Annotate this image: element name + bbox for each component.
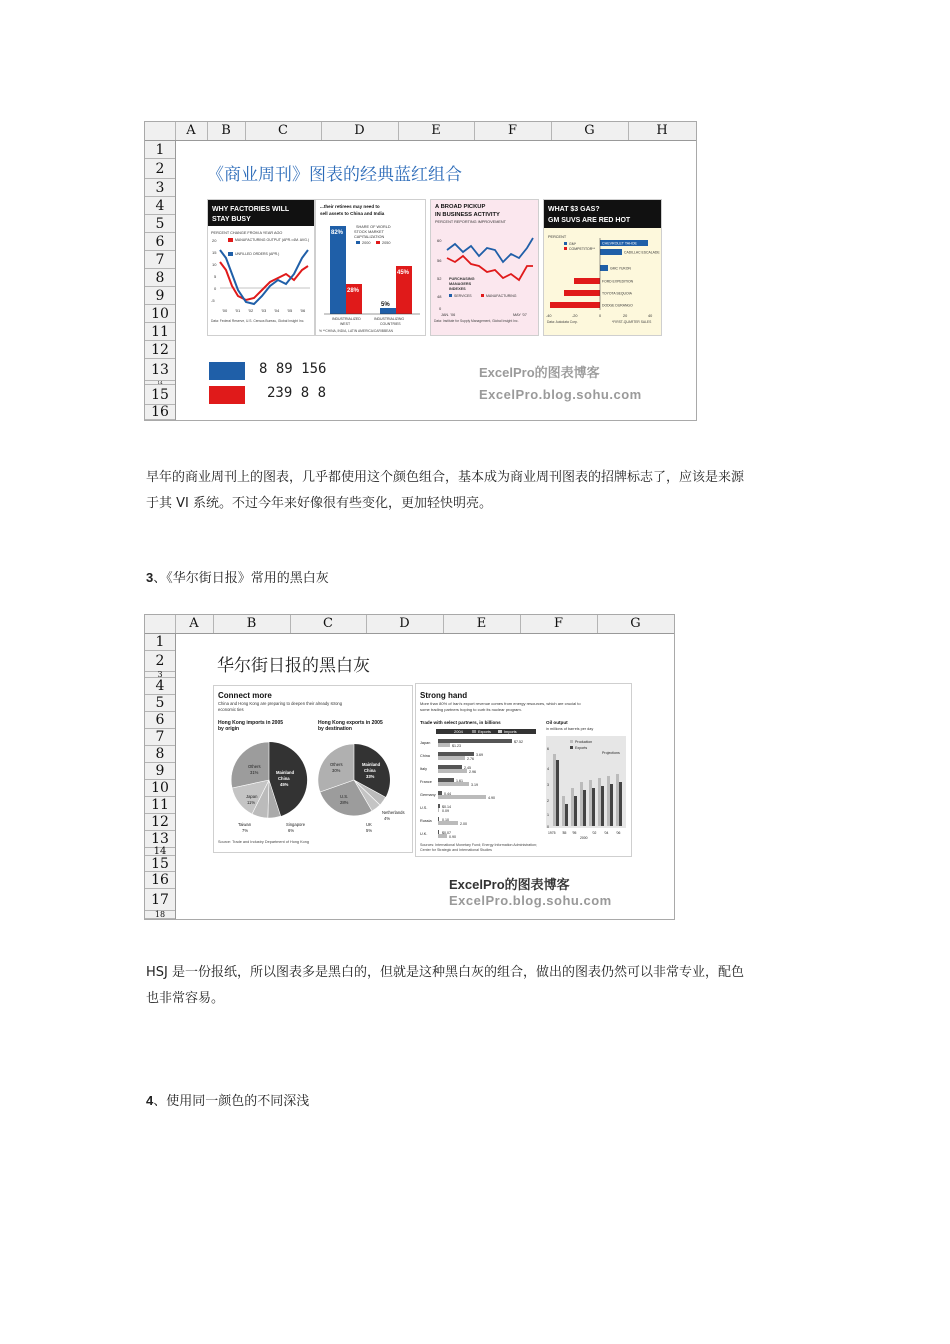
row-header[interactable]: 14 [145, 848, 175, 856]
row-header[interactable]: 10 [145, 305, 175, 323]
column-header[interactable]: B [213, 615, 291, 633]
x-tick: '85 [562, 831, 567, 835]
svg-text:Netherlands: Netherlands [382, 810, 405, 815]
country-label: France [420, 780, 432, 784]
svg-text:CAPITALIZATION: CAPITALIZATION [354, 235, 385, 239]
chart-subtitle: PERCENT CHANGE FROM A YEAR AGO [211, 231, 283, 235]
row-header[interactable]: 4 [145, 197, 175, 215]
row-header[interactable]: 7 [145, 729, 175, 746]
year-label: 2004 [454, 729, 463, 734]
column-header[interactable]: B [207, 122, 246, 140]
row-header[interactable]: 12 [145, 341, 175, 359]
svg-text:A BROAD PICKUP: A BROAD PICKUP [435, 204, 486, 210]
blue-rgb-text: 8 89 156 [259, 361, 327, 377]
bar-value: 5% [381, 302, 390, 308]
paragraph-businessweek [146, 465, 826, 517]
svg-text:Japan: Japan [246, 794, 258, 799]
x-tick: 2000 [580, 836, 588, 840]
bar-value: $0.14 [442, 805, 451, 809]
svg-text:by origin: by origin [218, 726, 240, 732]
y-tick: 15 [212, 250, 217, 255]
bar-value: 0.10 [442, 818, 449, 822]
y-tick: 0 [214, 286, 217, 291]
x-tick: 20 [623, 314, 628, 318]
legend-text: 2050 [382, 241, 391, 245]
row-header[interactable]: 10 [145, 780, 175, 797]
svg-text:MANAGERS: MANAGERS [449, 282, 472, 286]
section-heading-4 [146, 1090, 309, 1109]
svg-text:GM SUVS ARE RED HOT: GM SUVS ARE RED HOT [548, 217, 631, 224]
projections-label: Projections [602, 751, 620, 755]
legend-text: MANUFACTURING [486, 294, 517, 298]
column-header[interactable]: G [630, 616, 641, 631]
red-swatch [209, 386, 245, 404]
svg-text:Mainland: Mainland [276, 770, 295, 775]
x-tick: -40 [546, 314, 552, 318]
column-header[interactable]: H [656, 123, 668, 138]
row-header[interactable]: 2 [145, 651, 175, 672]
svg-text:Hong Kong exports in 2005: Hong Kong exports in 2005 [318, 720, 383, 726]
column-header[interactable]: A [175, 615, 214, 633]
chart-title: Connect more [218, 691, 272, 700]
svg-text:COUNTRIES: COUNTRIES [380, 322, 401, 326]
country-label: U.S. [420, 806, 428, 810]
svg-text:5%: 5% [366, 828, 373, 833]
retirees-chart-graphic [316, 200, 425, 335]
y-tick: 20 [212, 238, 217, 243]
svg-text:WHAT $3 GAS?: WHAT $3 GAS? [548, 206, 600, 213]
row-header[interactable]: 5 [145, 695, 175, 712]
row-header-bar [145, 141, 176, 420]
row-header[interactable]: 13 [145, 359, 175, 381]
x-tick: 0 [599, 314, 602, 318]
x-tick: '05 [287, 308, 293, 313]
wsj-chart-connect-more [213, 685, 413, 853]
businessweek-chart-factories [207, 199, 315, 336]
bar-label: GMC YUKON [610, 266, 631, 271]
paragraph-wsj [146, 960, 826, 1012]
svg-text:China and Hong Kong are prepar: China and Hong Kong are preparing to deepen their already strong [218, 701, 343, 706]
spreadsheet-2 [144, 614, 675, 920]
country-label: Italy [420, 767, 427, 771]
paragraph-line: 早年的商业周刊上的图表，几乎都使用这个颜色组合，基本成为商业周刊图表的招牌标志了，应该是来源 [146, 470, 745, 485]
legend-text: Exports [478, 730, 491, 734]
x-tick: '06 [300, 308, 306, 313]
svg-text:Others: Others [330, 762, 343, 767]
svg-text:Center for Strategic and Inter: Center for Strategic and International Studies [420, 848, 492, 852]
y-tick: 5 [214, 274, 217, 279]
row-header[interactable]: 7 [145, 251, 175, 269]
column-header[interactable]: A [175, 122, 208, 140]
bar-value: 82% [331, 230, 344, 236]
column-header-bar [145, 122, 696, 141]
svg-text:Singapore: Singapore [286, 822, 306, 827]
svg-text:INDEXES: INDEXES [449, 287, 466, 291]
column-header[interactable]: D [366, 615, 444, 633]
y-tick: 60 [437, 238, 442, 243]
row-header[interactable]: 12 [145, 814, 175, 831]
legend-text: 2000 [362, 241, 371, 245]
column-header[interactable]: F [474, 122, 552, 140]
column-header[interactable]: C [245, 122, 322, 140]
svg-text:4%: 4% [384, 816, 391, 821]
x-tick: '02 [248, 308, 254, 313]
country-label: Japan [420, 741, 431, 745]
businessweek-chart-retirees [315, 199, 426, 336]
spreadsheet-1 [144, 121, 697, 421]
section-heading-3 [146, 567, 329, 586]
oil-title: Oil output [546, 720, 568, 725]
bar-value: 0.44 [444, 792, 451, 796]
column-header[interactable]: E [398, 122, 475, 140]
svg-text:IN BUSINESS ACTIVITY: IN BUSINESS ACTIVITY [435, 212, 500, 218]
svg-text:U.S.: U.S. [340, 794, 349, 799]
chart-title-line: STAY BUSY [212, 216, 251, 223]
row-header[interactable]: 16 [145, 872, 175, 889]
svg-text:Taiwan: Taiwan [238, 822, 252, 827]
svg-text:INDUSTRIALIZING: INDUSTRIALIZING [374, 317, 405, 321]
legend-text: COMPETITOR** [569, 247, 595, 251]
svg-text:More than 80% of Iran's export: More than 80% of Iran's export revenue comes from energy resources, which are crucial to [420, 701, 581, 706]
column-header-bar [145, 615, 674, 634]
sheet-title: 《商业周刊》图表的经典蓝红组合 [207, 165, 462, 185]
section-number: 3 [146, 570, 154, 585]
row-header[interactable]: 2 [145, 159, 175, 179]
svg-text:30%: 30% [332, 768, 341, 773]
chart-source: Source: Trade and Industry Department of Hong Kong [218, 840, 309, 844]
y-tick: 2 [547, 799, 549, 803]
svg-text:China: China [278, 776, 290, 781]
svg-text:by destination: by destination [318, 726, 352, 732]
legend-text: UNFILLED ORDERS (APR.) [235, 252, 280, 256]
chart-title: Strong hand [420, 691, 468, 700]
y-tick: 56 [437, 258, 442, 263]
x-tick: MAY '07 [513, 313, 527, 317]
legend-text: Imports [504, 730, 517, 734]
column-header[interactable]: D [321, 122, 399, 140]
x-tick: '01 [235, 308, 241, 313]
row-header[interactable]: 14 [145, 381, 175, 385]
suvs-chart-graphic [544, 200, 661, 335]
bar-value: 28% [347, 288, 360, 294]
column-header[interactable]: C [290, 615, 367, 633]
country-label: Russia [420, 819, 432, 823]
x-tick: '04 [604, 831, 609, 835]
x-tick: -20 [572, 314, 578, 318]
x-tick: JAN. '06 [441, 313, 456, 317]
chart-source: Data: Autodata Corp. [547, 320, 578, 324]
bar-value: 0.90 [449, 835, 456, 839]
chart-subtitle: PERCENT [548, 235, 567, 239]
row-header[interactable]: 16 [145, 405, 175, 420]
strong-hand-graphic [416, 684, 631, 856]
svg-text:economic ties: economic ties [218, 707, 244, 712]
watermark-blog-name: ExcelPro的图表博客 [479, 365, 600, 380]
watermark-blog-name: ExcelPro的图表博客 [449, 877, 570, 892]
bar-value: 1.61 [456, 779, 463, 783]
bar-value: 3.19 [471, 783, 478, 787]
y-tick: 0 [439, 306, 442, 311]
section-heading-text: 、使用同一颜色的不同深浅 [153, 1094, 310, 1109]
svg-text:Sources: International Monetar: Sources: International Monetary Fund; Energy Information Administration; [420, 843, 538, 847]
chart-source: % **CHINA, INDIA, LATIN AMERICA/CARIBBEAN [319, 329, 393, 333]
bar-value: 2.96 [469, 770, 476, 774]
row-header-bar [145, 634, 176, 919]
svg-text:WEST: WEST [340, 322, 351, 326]
row-header[interactable]: 3 [145, 672, 175, 678]
row-header[interactable]: 13 [145, 831, 175, 848]
svg-text:33%: 33% [366, 774, 375, 779]
section-heading-text: 、《华尔街日报》常用的黑白灰 [153, 571, 329, 586]
y-tick: 4 [547, 767, 549, 771]
paragraph-line: 于其 VI 系统。不过今年来好像很有些变化，更加轻快明亮。 [146, 496, 492, 511]
bar-value: 0.09 [442, 809, 449, 813]
section-number: 4 [146, 1093, 154, 1108]
column-header[interactable]: G [551, 122, 629, 140]
y-tick: -5 [211, 298, 215, 303]
row-header[interactable]: 15 [145, 856, 175, 872]
svg-text:UK: UK [366, 822, 372, 827]
connect-more-graphic [214, 686, 412, 852]
country-label: U.K. [420, 832, 428, 836]
bar-label: TOYOTA SEQUOIA [602, 291, 632, 296]
factories-chart-graphic [208, 200, 314, 335]
row-header[interactable]: 1 [145, 141, 175, 159]
businessweek-chart-pickup [430, 199, 539, 336]
row-header[interactable]: 4 [145, 678, 175, 695]
svg-text:45%: 45% [280, 782, 289, 787]
svg-text:Mainland: Mainland [362, 762, 381, 767]
bar-value: 2.76 [467, 757, 474, 761]
x-tick: '02 [592, 831, 597, 835]
chart-title-line: WHY FACTORIES WILL [212, 206, 290, 213]
column-header[interactable]: E [443, 615, 521, 633]
x-tick: '03 [261, 308, 267, 313]
svg-text:31%: 31% [250, 770, 259, 775]
y-tick: 10 [212, 262, 217, 267]
chart-note: *FIRST-QUARTER SALES [612, 320, 652, 324]
bar-value: 2.45 [464, 766, 471, 770]
row-header[interactable]: 8 [145, 746, 175, 763]
legend-text: SERVICES [454, 294, 472, 298]
svg-text:China: China [364, 768, 376, 773]
row-header[interactable]: 9 [145, 287, 175, 305]
row-header[interactable]: 11 [145, 797, 175, 814]
red-rgb-text: 239 8 8 [267, 385, 327, 401]
row-header[interactable]: 9 [145, 763, 175, 780]
watermark-blog-url: ExcelPro.blog.sohu.com [449, 893, 612, 908]
svg-text:INDUSTRIALIZED: INDUSTRIALIZED [332, 317, 361, 321]
x-tick: 1975 [548, 831, 556, 835]
bar-value: $7.52 [514, 740, 523, 744]
svg-text:PURCHASING: PURCHASING [449, 277, 475, 281]
legend-text: GM* [569, 242, 576, 246]
x-tick: '95 [572, 831, 577, 835]
bar-value: 45% [397, 270, 410, 276]
bar-label: CHEVROLET TAHOE [602, 241, 637, 246]
bar-label: DODGE DURANGO [602, 303, 633, 308]
row-header[interactable]: 6 [145, 712, 175, 729]
bar-label: FORD EXPEDITION [602, 279, 634, 284]
x-tick: '06 [616, 831, 621, 835]
row-header[interactable]: 18 [145, 911, 175, 919]
pickup-chart-graphic [431, 200, 538, 335]
svg-text:Others: Others [248, 764, 261, 769]
svg-text:6%: 6% [288, 828, 295, 833]
row-header[interactable]: 17 [145, 889, 175, 911]
y-tick: 1 [547, 813, 549, 817]
svg-text:7%: 7% [242, 828, 249, 833]
chart-subtitle: SHARE OF WORLD [356, 225, 391, 229]
sheet-title: 华尔街日报的黑白灰 [217, 656, 370, 676]
bar-value: $1.23 [452, 744, 461, 748]
x-tick: '00 [222, 308, 228, 313]
row-header[interactable]: 8 [145, 269, 175, 287]
svg-text:STOCK MARKET: STOCK MARKET [354, 230, 384, 234]
svg-text:Trade with select partners, in: Trade with select partners, in billions [420, 720, 501, 725]
chart-source: Data: Federal Reserve, U.S. Census Bureau, Global Insight Inc. [211, 319, 305, 323]
bar-value: 4.90 [488, 796, 495, 800]
chart-title-line: sell assets to China and India [320, 211, 385, 216]
svg-text:some trading partners hoping t: some trading partners hoping to curb its nuclear program. [420, 707, 522, 712]
country-label: China [420, 754, 430, 758]
bar-value: 2.00 [460, 822, 467, 826]
bar-label: CADILLAC ESCALADE [624, 250, 660, 255]
watermark-blog-url: ExcelPro.blog.sohu.com [479, 387, 642, 402]
chart-source: Data: Institute for Supply Management, Global Insight Inc. [434, 319, 519, 323]
legend-text: Exports [575, 746, 588, 750]
paragraph-line: HSJ 是一份报纸，所以图表多是黑白的，但就是这种黑白灰的组合，做出的图表仍然可以非常专业，配色 [146, 965, 744, 980]
country-label: Germany [420, 793, 436, 797]
y-tick: 0 [547, 825, 549, 829]
chart-subtitle: PERCENT REPORTING IMPROVEMENT [435, 220, 506, 224]
column-header[interactable]: F [520, 615, 598, 633]
bar-value: $0.07 [442, 831, 451, 835]
y-tick: 6 [547, 747, 549, 751]
wsj-chart-strong-hand [415, 683, 632, 857]
row-header[interactable]: 5 [145, 215, 175, 233]
svg-text:28%: 28% [340, 800, 349, 805]
chart-title-line: ...their retirees may need to [320, 204, 380, 209]
y-tick: 52 [437, 276, 442, 281]
row-header[interactable]: 11 [145, 323, 175, 341]
svg-text:Hong Kong imports in 2005: Hong Kong imports in 2005 [218, 720, 284, 726]
bar-value: 3.69 [476, 753, 483, 757]
row-header[interactable]: 6 [145, 233, 175, 251]
businessweek-chart-suvs [543, 199, 662, 336]
row-header[interactable]: 3 [145, 179, 175, 197]
row-header[interactable]: 1 [145, 634, 175, 651]
x-tick: '04 [274, 308, 280, 313]
legend-text: Production [575, 740, 593, 744]
oil-subtitle: in millions of barrels per day [546, 727, 594, 731]
paragraph-line: 也非常容易。 [146, 991, 225, 1006]
blue-swatch [209, 362, 245, 380]
legend-text: MANUFACTURING OUTPUT (APR.=4M. AVG.) [235, 238, 310, 242]
row-header[interactable]: 15 [145, 385, 175, 405]
y-tick: 3 [547, 783, 549, 787]
y-tick: 48 [437, 294, 442, 299]
svg-text:11%: 11% [247, 800, 256, 805]
x-tick: 40 [648, 314, 653, 318]
